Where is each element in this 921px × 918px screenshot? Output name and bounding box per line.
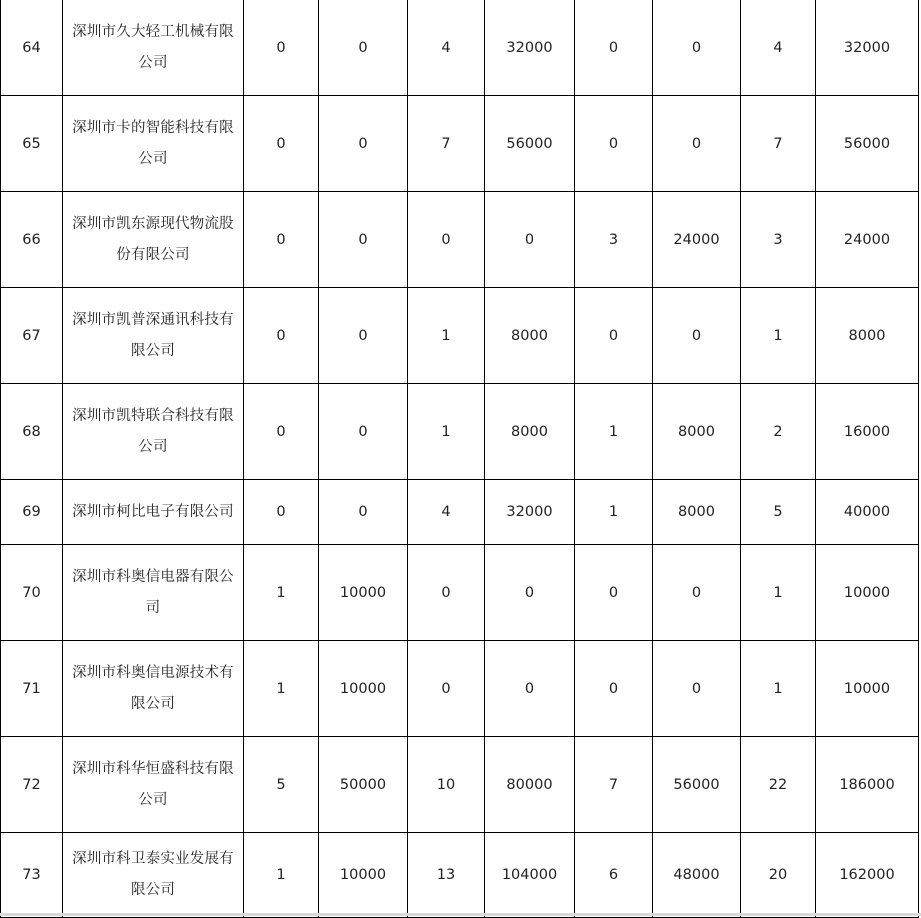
table-cell: 0: [653, 96, 741, 192]
table-cell: 0: [653, 545, 741, 641]
row-number: 66: [1, 192, 63, 288]
table-cell: 1: [575, 480, 653, 545]
row-number: 72: [1, 737, 63, 833]
table-row: [1, 480, 919, 545]
table-cell: 20: [741, 833, 816, 918]
table-cell: 1: [408, 384, 485, 480]
table-cell: 1: [244, 545, 319, 641]
table-cell: 0: [319, 96, 408, 192]
table-cell: 3: [741, 192, 816, 288]
table-cell: 8000: [653, 480, 741, 545]
table-cell: 0: [653, 288, 741, 384]
table-cell: 8000: [653, 384, 741, 480]
table-cell: 32000: [816, 0, 919, 96]
table-cell: 4: [741, 0, 816, 96]
table-cell: 1: [244, 641, 319, 737]
row-number: 69: [1, 480, 63, 545]
company-name: 深圳市凯普深通讯科技有限公司: [63, 288, 244, 384]
company-name: 深圳市凯特联合科技有限公司: [63, 384, 244, 480]
table-cell: 0: [244, 0, 319, 96]
table-cell: 0: [244, 288, 319, 384]
row-number: 64: [1, 0, 63, 96]
table-cell: 186000: [816, 737, 919, 833]
table-cell: 1: [575, 384, 653, 480]
company-name: 深圳市科卫泰实业发展有限公司: [63, 833, 244, 918]
table-row: [1, 545, 919, 641]
table-cell: 0: [575, 288, 653, 384]
table-cell: 0: [319, 384, 408, 480]
table-cell: 1: [741, 641, 816, 737]
table-row: [1, 96, 919, 192]
table-cell: 10000: [319, 833, 408, 918]
table-cell: 0: [485, 641, 575, 737]
table-row: [1, 737, 919, 833]
table-cell: 0: [485, 192, 575, 288]
table-cell: 0: [319, 288, 408, 384]
table-cell: 0: [244, 96, 319, 192]
table-cell: 1: [741, 545, 816, 641]
table-cell: 2: [741, 384, 816, 480]
table-cell: 0: [408, 641, 485, 737]
table-cell: 6: [575, 833, 653, 918]
table-cell: 48000: [653, 833, 741, 918]
table-cell: 5: [244, 737, 319, 833]
table-cell: 104000: [485, 833, 575, 918]
table-cell: 0: [319, 0, 408, 96]
table-cell: 24000: [653, 192, 741, 288]
table-cell: 0: [244, 480, 319, 545]
table-cell: 1: [741, 288, 816, 384]
table-cell: 0: [575, 0, 653, 96]
company-name: 深圳市科华恒盛科技有限公司: [63, 737, 244, 833]
table-cell: 56000: [485, 96, 575, 192]
table-cell: 0: [485, 545, 575, 641]
table-cell: 13: [408, 833, 485, 918]
table-cell: 10: [408, 737, 485, 833]
table-cell: 7: [741, 96, 816, 192]
table-cell: 162000: [816, 833, 919, 918]
table-row: [1, 384, 919, 480]
table-cell: 4: [408, 0, 485, 96]
table-cell: 0: [319, 192, 408, 288]
row-number: 70: [1, 545, 63, 641]
company-name: 深圳市凯东源现代物流股份有限公司: [63, 192, 244, 288]
row-number: 71: [1, 641, 63, 737]
table-cell: 3: [575, 192, 653, 288]
company-name: 深圳市卡的智能科技有限公司: [63, 96, 244, 192]
row-number: 67: [1, 288, 63, 384]
table-cell: 80000: [485, 737, 575, 833]
table-cell: 22: [741, 737, 816, 833]
table-cell: 50000: [319, 737, 408, 833]
table-cell: 0: [244, 384, 319, 480]
table-cell: 0: [319, 480, 408, 545]
table-cell: 1: [244, 833, 319, 918]
table-cell: 24000: [816, 192, 919, 288]
table-cell: 0: [653, 641, 741, 737]
table-cell: 8000: [485, 288, 575, 384]
table-cell: 7: [408, 96, 485, 192]
table-cell: 10000: [319, 641, 408, 737]
table-cell: 8000: [816, 288, 919, 384]
table-cell: 8000: [485, 384, 575, 480]
table-cell: 4: [408, 480, 485, 545]
company-name: 深圳市久大轻工机械有限公司: [63, 0, 244, 96]
company-name: 深圳市柯比电子有限公司: [63, 480, 244, 545]
table-cell: 0: [575, 545, 653, 641]
table-cell: 40000: [816, 480, 919, 545]
table-cell: 0: [575, 641, 653, 737]
table-cell: 16000: [816, 384, 919, 480]
row-number: 73: [1, 833, 63, 918]
table-cell: 10000: [816, 641, 919, 737]
company-name: 深圳市科奥信电器有限公司: [63, 545, 244, 641]
table-row: [1, 192, 919, 288]
table-cell: 0: [653, 0, 741, 96]
row-number: 68: [1, 384, 63, 480]
table-cell: 7: [575, 737, 653, 833]
row-number: 65: [1, 96, 63, 192]
table-cell: 10000: [816, 545, 919, 641]
table-cell: 32000: [485, 0, 575, 96]
table-row: [1, 0, 919, 96]
company-name: 深圳市科奥信电源技术有限公司: [63, 641, 244, 737]
table-cell: 1: [408, 288, 485, 384]
table-cell: 0: [408, 192, 485, 288]
table-cell: 0: [244, 192, 319, 288]
table-row: [1, 641, 919, 737]
table-cell: 5: [741, 480, 816, 545]
table-cell: 0: [408, 545, 485, 641]
table-cell: 10000: [319, 545, 408, 641]
table-cell: 56000: [816, 96, 919, 192]
table-cell: 56000: [653, 737, 741, 833]
table-cell: 32000: [485, 480, 575, 545]
table-cell: 0: [575, 96, 653, 192]
table-row: [1, 288, 919, 384]
table-row: [1, 833, 919, 918]
